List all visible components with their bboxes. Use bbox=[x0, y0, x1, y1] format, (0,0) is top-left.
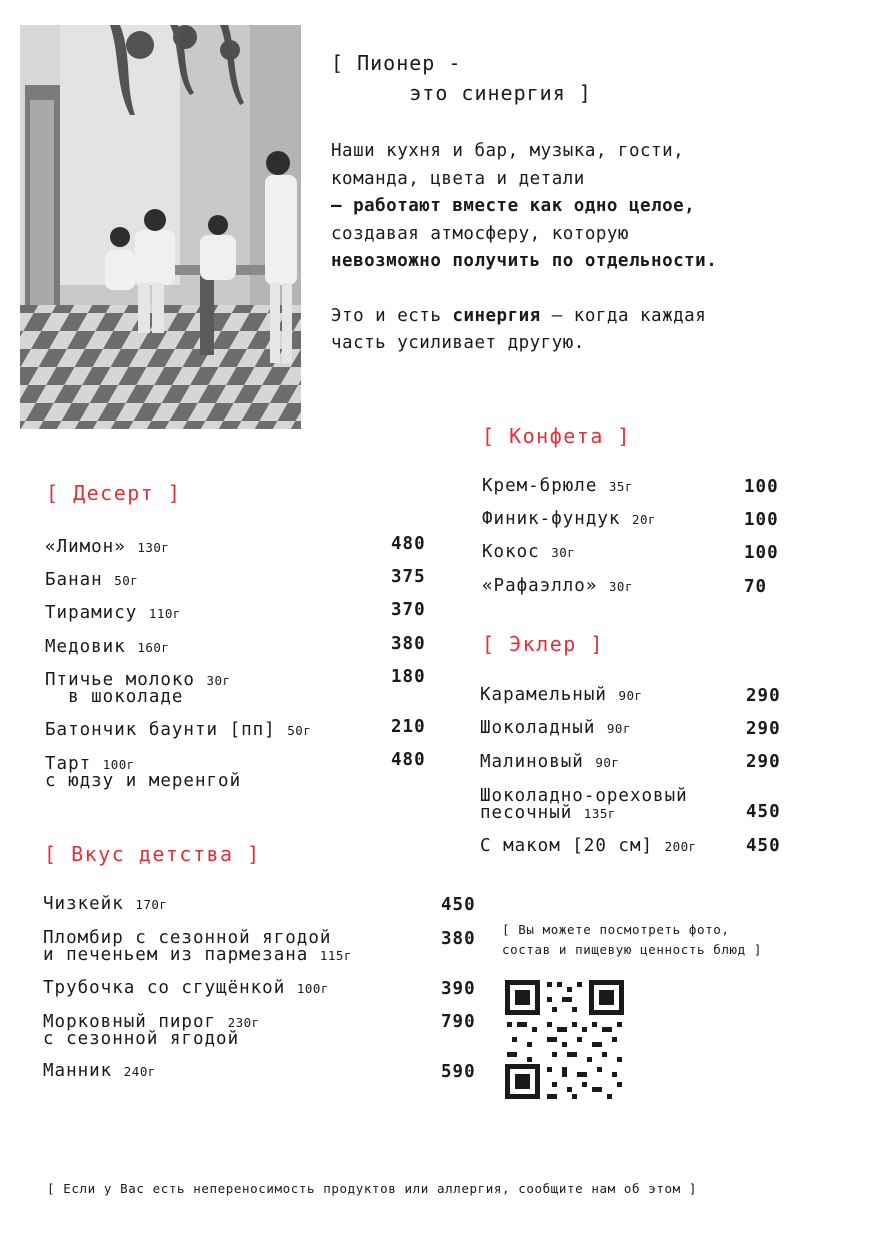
section-title-candy: [ Конфета ] bbox=[482, 424, 631, 448]
item-weight: 100г bbox=[102, 757, 135, 772]
item-weight: 130г bbox=[137, 540, 170, 555]
item-price: 370 bbox=[391, 600, 426, 620]
qr-code[interactable] bbox=[503, 978, 626, 1101]
item-name: Банан bbox=[45, 570, 103, 590]
item-price: 450 bbox=[441, 895, 476, 915]
item-name: Птичье молоко bbox=[45, 670, 195, 690]
item-weight: 30г bbox=[551, 545, 576, 560]
intro-line: — работают вместе как одно целое, bbox=[331, 196, 696, 216]
item-name: Медовик bbox=[45, 637, 126, 657]
item-name: С маком [20 см] bbox=[480, 836, 654, 856]
menu-item bbox=[45, 722, 311, 739]
item-weight: 30г bbox=[206, 673, 231, 688]
intro-line: создавая атмосферу, которую bbox=[331, 223, 629, 244]
menu-item bbox=[43, 1014, 260, 1048]
item-price: 790 bbox=[441, 1012, 476, 1032]
item-weight: 135г bbox=[583, 806, 616, 821]
item-price: 70 bbox=[744, 577, 768, 597]
menu-item bbox=[482, 544, 575, 561]
item-weight: 35г bbox=[608, 479, 633, 494]
item-weight: 110г bbox=[148, 606, 181, 621]
item-price: 450 bbox=[746, 836, 781, 856]
item-name: Манник bbox=[43, 1061, 113, 1081]
tagline bbox=[331, 48, 592, 108]
item-weight: 230г bbox=[227, 1015, 260, 1030]
item-name-line-2: с юдзу и меренгой bbox=[45, 771, 242, 791]
menu-item bbox=[45, 539, 169, 556]
qr-code-icon bbox=[503, 978, 626, 1101]
intro-text bbox=[331, 138, 851, 385]
menu-item bbox=[480, 754, 619, 771]
item-name: Кокос bbox=[482, 542, 540, 562]
item-name-line-2: и печеньем из пармезана bbox=[43, 945, 309, 965]
item-weight: 90г bbox=[606, 721, 631, 736]
item-name: Морковный пирог bbox=[43, 1012, 217, 1032]
item-weight: 50г bbox=[287, 723, 312, 738]
item-name: Крем-брюле bbox=[482, 476, 598, 496]
item-price: 450 bbox=[746, 802, 781, 822]
item-price: 210 bbox=[391, 717, 426, 737]
item-name: Шоколадно-ореховый bbox=[480, 786, 688, 806]
item-price: 100 bbox=[744, 543, 779, 563]
item-price: 380 bbox=[441, 929, 476, 949]
item-price: 100 bbox=[744, 477, 779, 497]
item-weight: 90г bbox=[595, 755, 620, 770]
menu-item bbox=[480, 720, 631, 737]
menu-item bbox=[482, 511, 656, 528]
tagline-line-1: [ Пионер - bbox=[331, 51, 462, 75]
menu-item bbox=[45, 572, 138, 589]
menu-item bbox=[482, 478, 633, 495]
item-price: 290 bbox=[746, 719, 781, 739]
section-title-childhood: [ Вкус детства ] bbox=[44, 842, 261, 866]
menu-item bbox=[43, 896, 167, 913]
item-name: Батончик баунти [пп] bbox=[45, 720, 276, 740]
item-weight: 100г bbox=[296, 981, 329, 996]
item-weight: 115г bbox=[319, 948, 352, 963]
item-name: Трубочка со сгущёнкой bbox=[43, 978, 286, 998]
item-name-line-2: с сезонной ягодой bbox=[43, 1029, 240, 1049]
item-price: 480 bbox=[391, 750, 426, 770]
qr-note-line-2: состав и пищевую ценность блюд ] bbox=[502, 942, 763, 957]
item-price: 100 bbox=[744, 510, 779, 530]
section-title-eclair: [ Эклер ] bbox=[482, 632, 604, 656]
menu-item bbox=[43, 980, 329, 997]
intro-line: команда, цвета и детали bbox=[331, 168, 585, 189]
intro-line: Это и есть bbox=[331, 305, 453, 326]
item-weight: 160г bbox=[137, 640, 170, 655]
allergy-note: [ Если у Вас есть непереносимость продуктов или аллергия, сообщите нам об этом ] bbox=[47, 1181, 698, 1196]
item-name: Пломбир с сезонной ягодой bbox=[43, 928, 332, 948]
item-name: Тирамису bbox=[45, 603, 138, 623]
item-name: Чизкейк bbox=[43, 894, 124, 914]
item-price: 375 bbox=[391, 567, 426, 587]
item-weight: 20г bbox=[631, 512, 657, 527]
intro-line: часть усиливает другую. bbox=[331, 333, 585, 353]
item-price: 390 bbox=[441, 979, 476, 999]
menu-item bbox=[43, 930, 352, 964]
intro-line: — когда каждая bbox=[540, 305, 707, 326]
menu-item bbox=[480, 687, 643, 704]
menu-item bbox=[45, 672, 231, 706]
menu-item bbox=[45, 605, 181, 622]
item-price: 180 bbox=[391, 667, 426, 687]
item-weight: 170г bbox=[135, 897, 168, 912]
intro-line: невозможно получить по отдельности. bbox=[331, 251, 718, 271]
menu-item bbox=[45, 756, 241, 790]
item-price: 590 bbox=[441, 1062, 476, 1082]
cafe-photo bbox=[20, 25, 301, 429]
item-name: «Лимон» bbox=[45, 537, 126, 557]
menu-item bbox=[480, 788, 688, 822]
item-weight: 200г bbox=[664, 839, 697, 854]
item-name: Малиновый bbox=[480, 752, 584, 772]
item-price: 290 bbox=[746, 686, 781, 706]
qr-note-line-1: [ Вы можете посмотреть фото, bbox=[502, 922, 730, 937]
tagline-line-2: это синергия ] bbox=[331, 81, 592, 105]
item-name: Тарт bbox=[45, 754, 92, 774]
menu-item bbox=[480, 838, 697, 855]
item-weight: 30г bbox=[608, 579, 633, 594]
item-price: 380 bbox=[391, 634, 426, 654]
item-price: 480 bbox=[391, 534, 426, 554]
intro-line: Наши кухня и бар, музыка, гости, bbox=[331, 141, 685, 161]
item-weight: 50г bbox=[114, 573, 139, 588]
item-name-line-2: в шоколаде bbox=[45, 687, 184, 707]
item-name: Карамельный bbox=[480, 685, 607, 705]
item-price: 290 bbox=[746, 752, 781, 772]
menu-item bbox=[45, 639, 169, 656]
menu-item bbox=[482, 578, 633, 595]
qr-note bbox=[502, 920, 762, 960]
item-name: Шоколадный bbox=[480, 718, 596, 738]
item-name: «Рафаэлло» bbox=[482, 576, 598, 596]
intro-emphasis: синергия bbox=[452, 305, 541, 326]
item-name: Финик-фундук bbox=[482, 509, 621, 529]
section-title-desert: [ Десерт ] bbox=[46, 481, 182, 505]
item-name-line-2: песочный bbox=[480, 803, 573, 823]
item-weight: 240г bbox=[123, 1064, 156, 1079]
item-weight: 90г bbox=[618, 688, 643, 703]
menu-item bbox=[43, 1063, 156, 1080]
